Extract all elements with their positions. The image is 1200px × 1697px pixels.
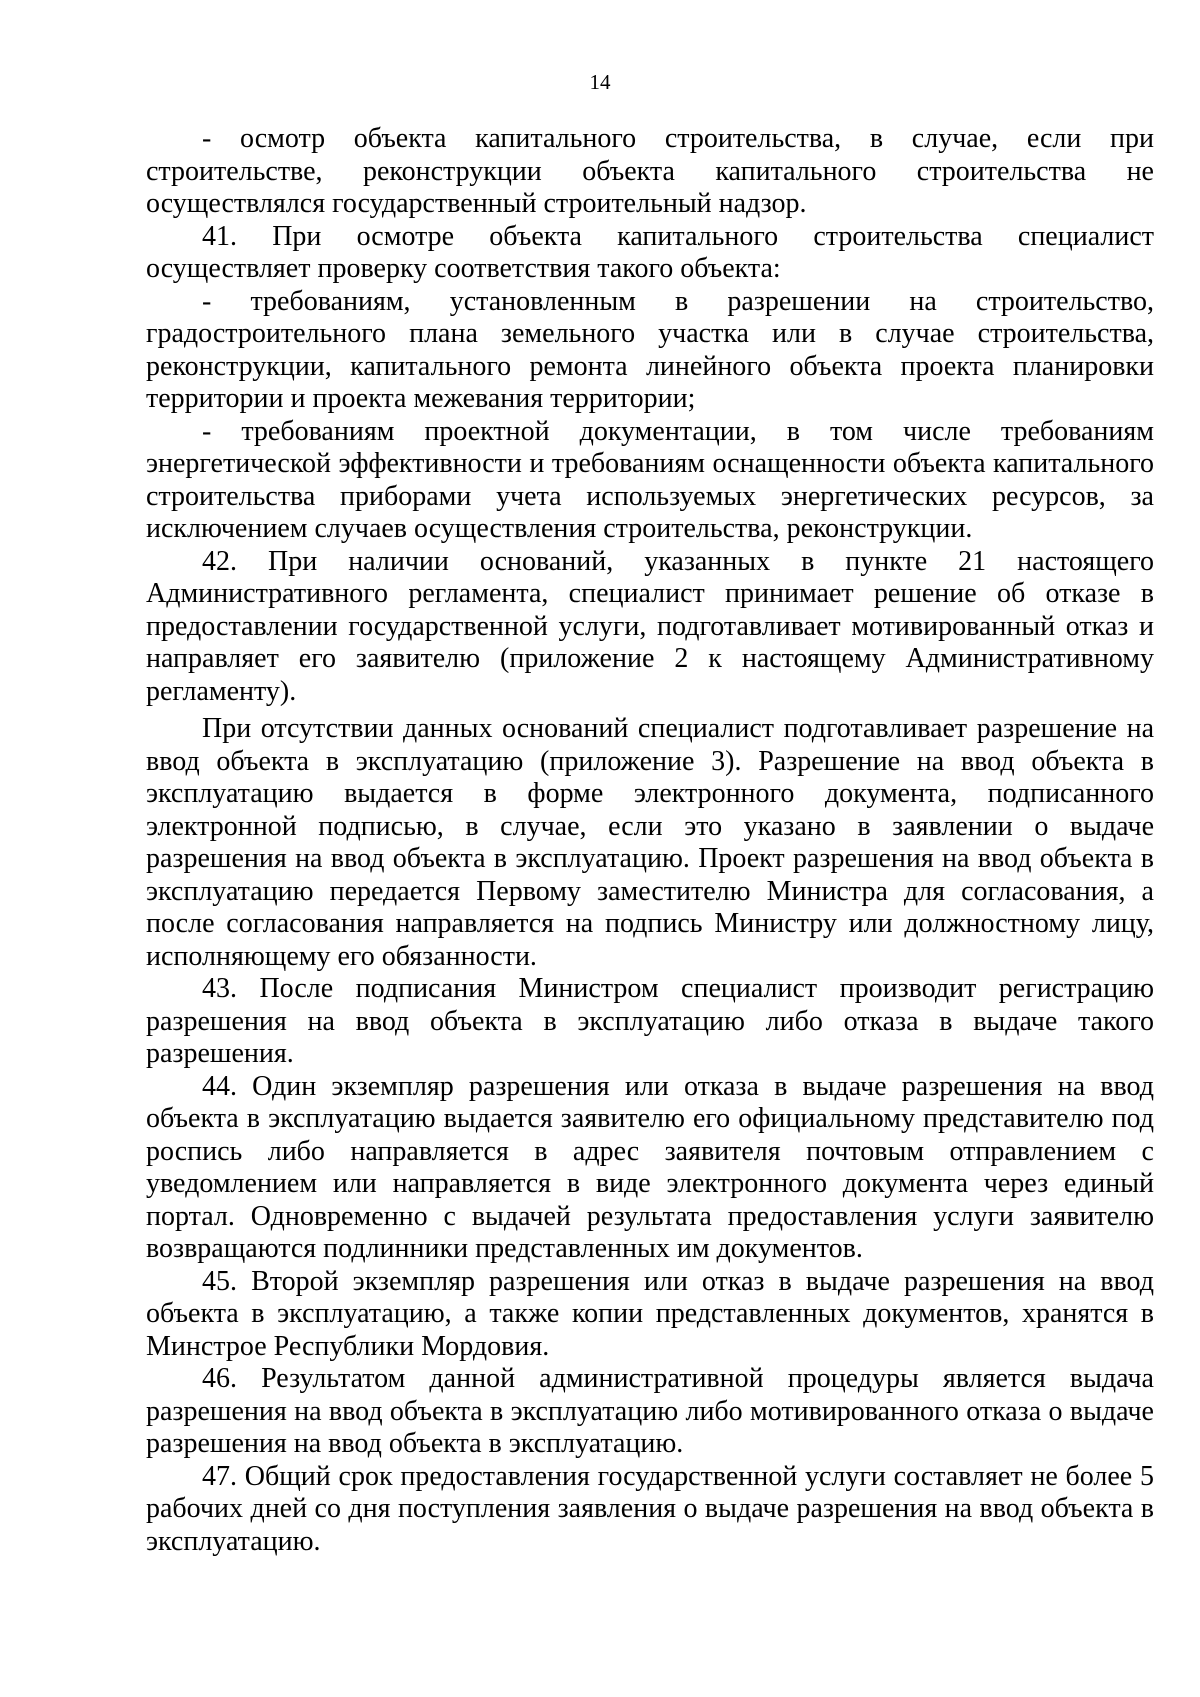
paragraph-inspection-item: - осмотр объекта капитального строительства, в случае, если при строительстве, реконструкции объекта капитального строительства не осуществлялся государственный строительный надзор. <box>146 123 1154 219</box>
paragraph-requirement-project-docs: - требованиям проектной документации, в том числе требованиям энергетической эффективности и требованиям оснащенности объекта капитального строительства приборами учета используемых энергетических ресурсов, за исключением случаев осуществления строительства, реконструкции. <box>146 415 1154 544</box>
paragraph-47: 47. Общий срок предоставления государственной услуги составляет не более 5 рабочих дней со дня поступления заявления о выдаче разрешения на ввод объекта в эксплуатацию. <box>146 1460 1154 1557</box>
paragraph-42-continued: При отсутствии данных оснований специалист подготавливает разрешение на ввод объекта в эксплуатацию (приложение 3). Разрешение на ввод объекта в эксплуатацию выдается в форме электронного документа, подписанного электронной подписью, в случае, если это указано в заявлении о выдаче разрешения на ввод объекта в эксплуатацию. Проект разрешения на ввод объекта в эксплуатацию передается Первому заместителю Министра для согласования, а после согласования направляется на подпись Министру или должностному лицу, исполняющему его обязанности. <box>146 713 1154 972</box>
paragraph-requirement-permit: - требованиям, установленным в разрешении на строительство, градостроительного плана земельного участка или в случае строительства, реконструкции, капитального ремонта линейного объекта проекта планировки территории и проекта межевания территории; <box>146 285 1154 414</box>
paragraph-44: 44. Один экземпляр разрешения или отказа в выдаче разрешения на ввод объекта в эксплуатацию выдается заявителю его официальному представителю под роспись либо направляется в адрес заявителя почтовым отправлением с уведомлением или направляется в виде электронного документа через единый портал. Одновременно с выдачей результата предоставления услуги заявителю возвращаются подлинники представленных им документов. <box>146 1070 1154 1264</box>
document-body <box>146 123 1154 1558</box>
paragraph-45: 45. Второй экземпляр разрешения или отказ в выдаче разрешения на ввод объекта в эксплуатацию, а также копии представленных документов, хранятся в Минстрое Республики Мордовия. <box>146 1265 1154 1362</box>
paragraph-46: 46. Результатом данной административной процедуры является выдача разрешения на ввод объекта в эксплуатацию либо мотивированного отказа о выдаче разрешения на ввод объекта в эксплуатацию. <box>146 1363 1154 1459</box>
paragraph-42: 42. При наличии оснований, указанных в пункте 21 настоящего Административного регламента, специалист принимает решение об отказе в предоставлении государственной услуги, подготавливает мотивированный отказ и направляет его заявителю (приложение 2 к настоящему Административному регламенту). <box>146 545 1154 707</box>
paragraph-41: 41. При осмотре объекта капитального строительства специалист осуществляет проверку соответствия такого объекта: <box>146 220 1154 284</box>
page-number: 14 <box>589 70 611 94</box>
paragraph-43: 43. После подписания Министром специалист производит регистрацию разрешения на ввод объекта в эксплуатацию либо отказа в выдаче такого разрешения. <box>146 973 1154 1069</box>
